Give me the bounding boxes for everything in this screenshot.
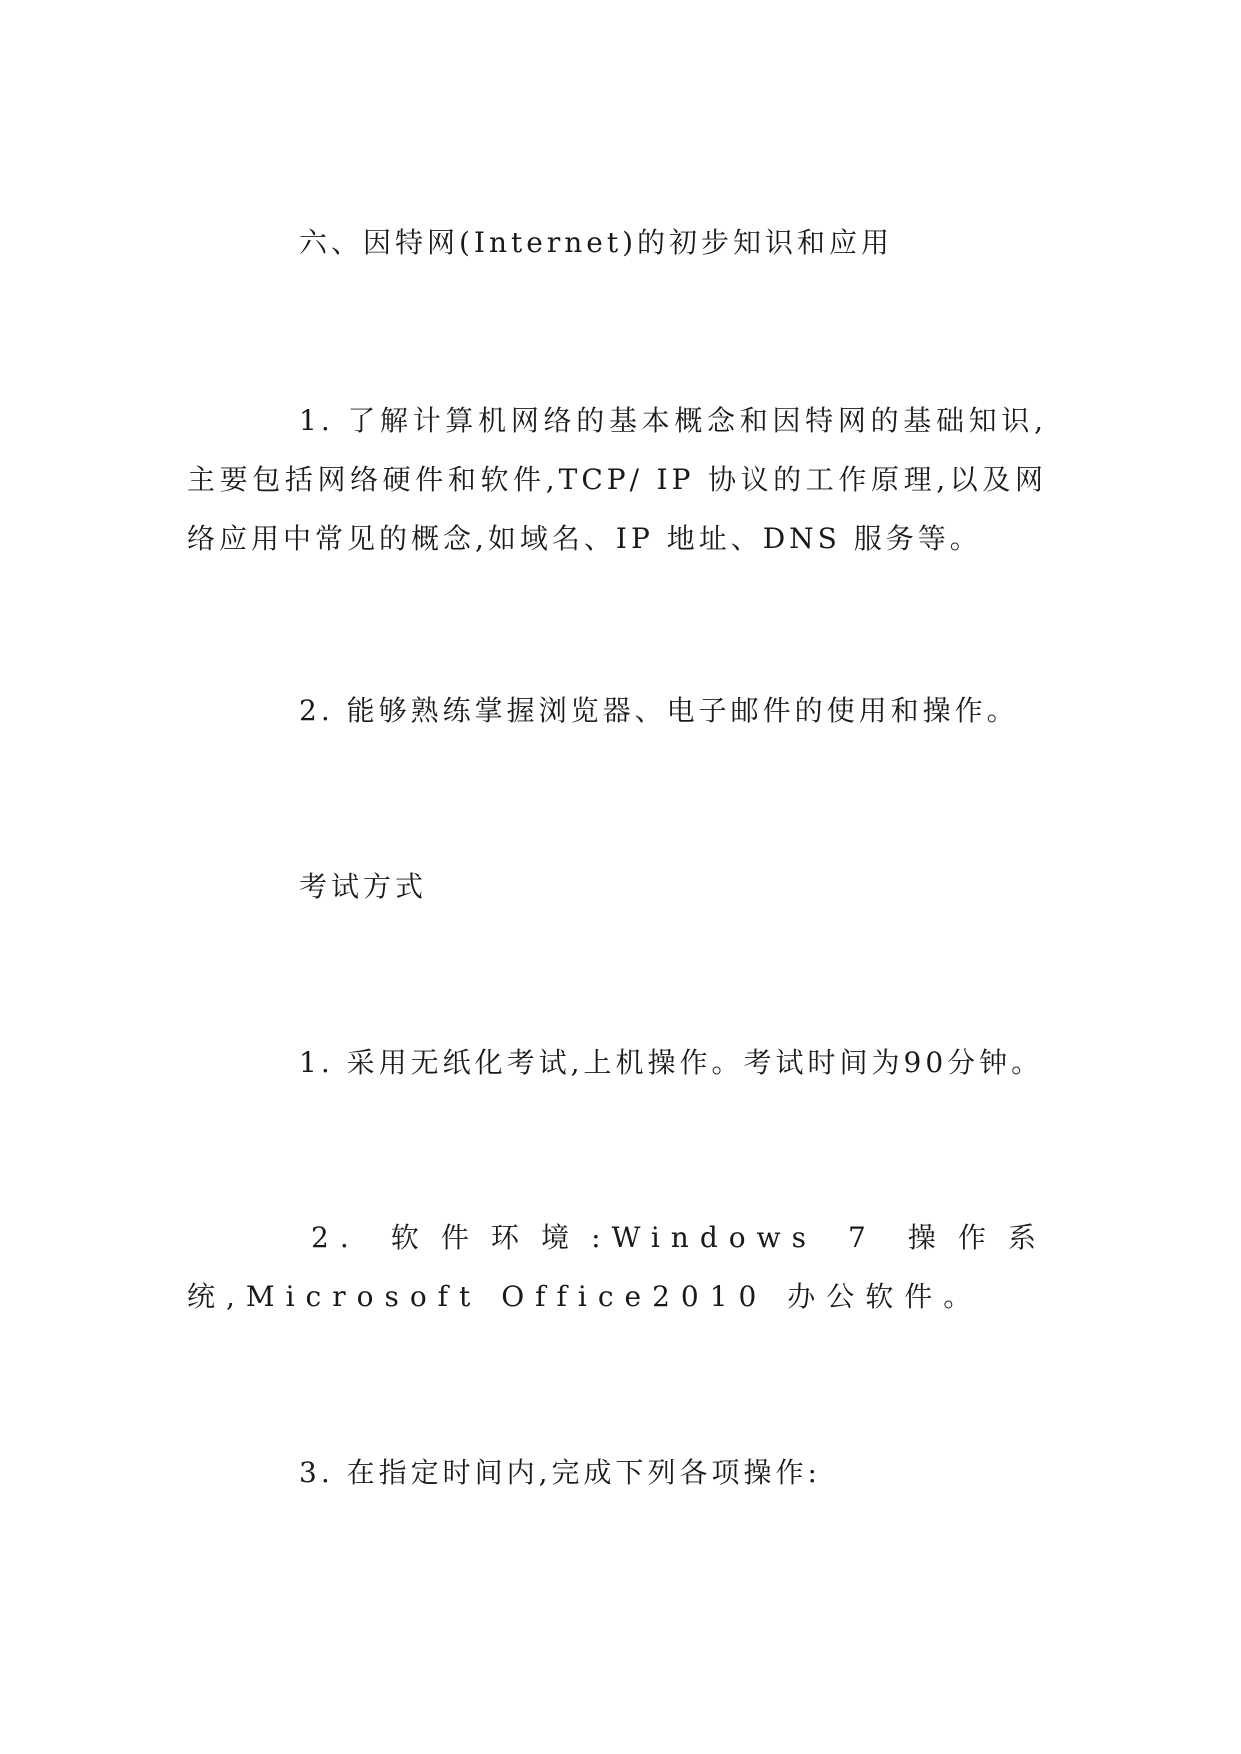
section-heading: 六、因特网(Internet)的初步知识和应用	[299, 226, 894, 259]
exam-heading: 考试方式	[299, 870, 428, 903]
exam-item-2: 2. 软件环境:Windows 7 操作系统,Microsoft Office2010 办公软件。	[187, 1221, 1047, 1313]
internet-item-1: 1. 了解计算机网络的基本概念和因特网的基础知识,主要包括网络硬件和软件,TCP/ IP 协议的工作原理,以及网络应用中常见的概念,如域名、IP 地址、DNS 服务等。	[187, 404, 1047, 555]
exam-item-1: 1. 采用无纸化考试,上机操作。考试时间为90分钟。	[299, 1046, 1044, 1079]
internet-item-2: 2. 能够熟练掌握浏览器、电子邮件的使用和操作。	[299, 694, 1019, 727]
exam-item-3: 3. 在指定时间内,完成下列各项操作:	[299, 1456, 821, 1489]
